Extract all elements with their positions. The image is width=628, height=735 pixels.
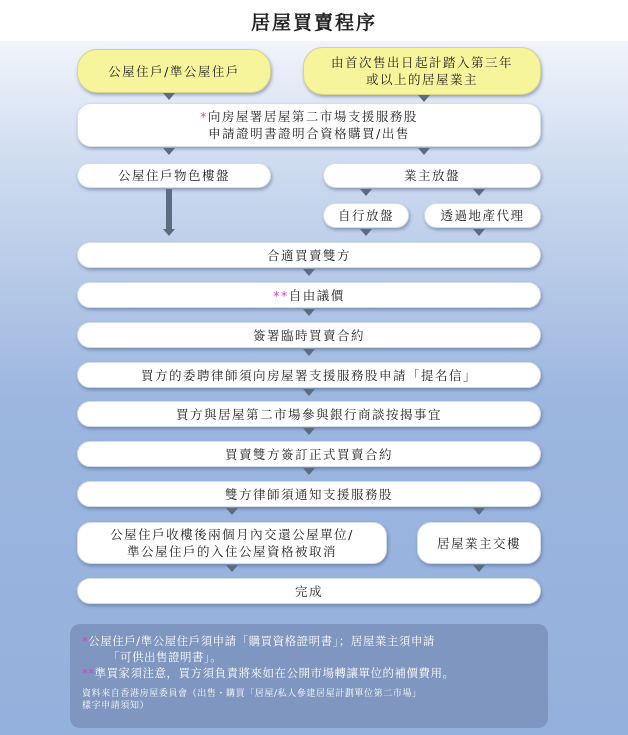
mortgage-label: 買方與居屋第二市場參與銀行商談按揭事宜 bbox=[175, 406, 442, 422]
apply-certificate-box bbox=[77, 103, 541, 147]
handover-owner-box bbox=[417, 522, 541, 564]
agent-list-label: 透過地產代理 bbox=[440, 208, 525, 223]
self-list-label: 自行放盤 bbox=[337, 208, 394, 223]
arrow-down-icon bbox=[418, 148, 430, 155]
notify-label: 雙方律師須通知支援服務股 bbox=[224, 486, 393, 502]
buyer-search-label: 公屋住戶物色樓盤 bbox=[117, 168, 230, 183]
arrow-down-icon bbox=[473, 229, 485, 236]
note-1: *公屋住戶/準公屋住戶須申請「購買資格證明書」；居屋業主須申請 bbox=[82, 634, 435, 648]
notes-box bbox=[70, 624, 548, 728]
handover-owner-label: 居屋業主交樓 bbox=[436, 535, 521, 551]
arrow-down-icon bbox=[163, 148, 175, 155]
arrow-down-icon bbox=[163, 229, 175, 236]
note-1-continued: 「可供出售證明書」。 bbox=[108, 650, 223, 664]
source-note bbox=[82, 688, 536, 712]
arrow-down-icon bbox=[473, 565, 485, 572]
apply-certificate-line1: *向房屋署居屋第二市場支援服務股 bbox=[200, 109, 418, 124]
handover-tenant-line2: 準公屋住戶的入住公屋資格被取消 bbox=[126, 544, 337, 559]
double-asterisk-marker: ** bbox=[82, 666, 95, 680]
formal-contract-box bbox=[77, 441, 541, 467]
arrow-down-icon bbox=[473, 189, 485, 196]
complete-box bbox=[77, 578, 541, 604]
handover-tenant-line1: 公屋住戶收樓後兩個月內交還公屋單位/ bbox=[110, 527, 354, 542]
handover-tenant-box bbox=[77, 522, 387, 564]
arrow-down-icon bbox=[303, 269, 315, 276]
provisional-contract-box bbox=[77, 322, 541, 348]
provisional-contract-label: 簽署臨時買賣合約 bbox=[252, 327, 365, 343]
arrow-down-icon bbox=[226, 565, 238, 572]
start-public-tenant-box bbox=[77, 49, 271, 93]
start-public-tenant-label: 公屋住戶/準公屋住戶 bbox=[108, 63, 240, 79]
arrow-down-icon bbox=[163, 93, 175, 100]
mortgage-box bbox=[77, 401, 541, 427]
asterisk-marker: * bbox=[200, 109, 208, 124]
nomination-letter-box bbox=[77, 362, 541, 388]
arrow-down-icon bbox=[418, 95, 430, 102]
complete-label: 完成 bbox=[294, 583, 323, 599]
arrow-down-icon bbox=[360, 189, 372, 196]
notify-box bbox=[77, 481, 541, 507]
long-arrow-stem bbox=[166, 189, 172, 229]
asterisk-marker: * bbox=[82, 634, 89, 648]
arrow-down-icon bbox=[303, 389, 315, 396]
page-title: 居屋買賣程序 bbox=[250, 12, 377, 34]
owner-list-box bbox=[323, 163, 541, 188]
double-asterisk-marker: ** bbox=[273, 287, 289, 303]
arrow-down-icon bbox=[226, 508, 238, 515]
match-box bbox=[77, 242, 541, 268]
note-2: **準買家須注意，買方須負責將來如在公開市場轉讓單位的補價費用。 bbox=[82, 666, 455, 680]
arrow-down-icon bbox=[303, 309, 315, 316]
buyer-search-box bbox=[77, 163, 271, 188]
owner-list-label: 業主放盤 bbox=[403, 168, 460, 183]
start-hos-owner-box bbox=[303, 47, 541, 95]
formal-contract-label: 買賣雙方簽訂正式買賣合約 bbox=[224, 446, 393, 462]
source-line1: 資料來自香港房屋委員會（出售・購買「居屋/私人參建居屋計劃單位第二市場」 bbox=[82, 689, 422, 699]
negotiate-box bbox=[77, 282, 541, 308]
start-hos-owner-line1: 由首次售出日起計踏入第三年 bbox=[330, 55, 513, 70]
arrow-down-icon bbox=[473, 508, 485, 515]
negotiate-label: **自由議價 bbox=[273, 287, 345, 303]
agent-list-box bbox=[424, 203, 541, 228]
nomination-letter-label: 買方的委聘律師須向房屋署支援服務股申請「提名信」 bbox=[140, 367, 477, 383]
arrow-down-icon bbox=[360, 229, 372, 236]
apply-certificate-line2: 申請證明書證明合資格購買/出售 bbox=[208, 126, 410, 141]
match-label: 合適買賣雙方 bbox=[266, 247, 351, 263]
arrow-down-icon bbox=[303, 349, 315, 356]
source-line2: 樣字申請須知） bbox=[82, 701, 150, 711]
arrow-down-icon bbox=[303, 468, 315, 475]
arrow-down-icon bbox=[303, 428, 315, 435]
self-list-box bbox=[323, 203, 409, 228]
start-hos-owner-line2: 或以上的居屋業主 bbox=[365, 72, 478, 87]
